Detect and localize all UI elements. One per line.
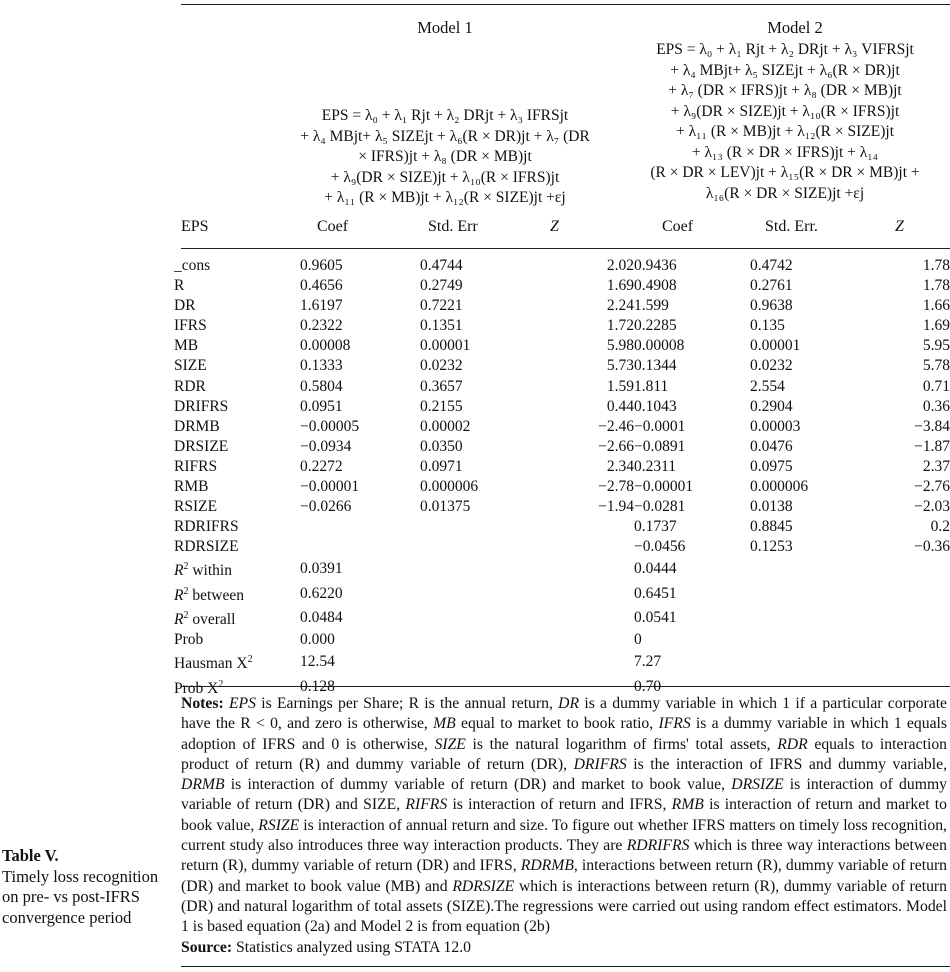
model1-equation-line: + λ₄ MBjt+ λ₅ SIZEjt + λ₆(R × DR)jt + λ₇ (DR [300,127,590,145]
cell-value: 1.59 [606,377,634,395]
cell-value [524,517,634,537]
table-row [174,377,950,397]
table-row [174,437,950,457]
cell-value [420,650,524,674]
cell-value: 0.9605 [300,257,343,274]
cell-value: 0.44 [606,397,634,415]
cell-value: 2.24 [606,297,634,315]
table-row [174,517,950,537]
cell-value: 0.2311 [634,457,677,475]
cell-value: −0.0281 [634,498,686,516]
row-label: RMB [174,478,209,496]
cell-value: 0.2285 [634,317,677,335]
table-row [174,557,950,581]
model2-equation [620,40,950,204]
cell-value: 0.7221 [420,297,463,315]
cell-value: 0.2272 [300,457,343,475]
model1-equation-line: × IFRS)jt + λ₈ (DR × MB)jt [358,148,532,165]
cell-value: 0.5804 [300,377,343,395]
cell-value: 0.4908 [634,277,677,295]
model2-title: Model 2 [767,18,823,37]
cell-value: 0.36 [922,397,950,415]
cell-value: 0.1253 [750,538,793,556]
cell-value [524,650,634,674]
source-label: Source: [181,938,233,956]
table-notes [181,694,947,958]
cell-value: 0.0484 [300,608,343,626]
cell-value: 0.8845 [750,518,793,536]
cell-value [750,606,850,630]
header-m2-stderr: Std. Err. [765,218,818,235]
cell-value: 0.00003 [750,417,801,435]
cell-value: −2.78 [598,478,634,496]
table-row [174,316,950,336]
cell-value: 0.00001 [750,337,801,355]
cell-value: 0.1344 [634,357,677,375]
cell-value: −0.36 [914,538,950,556]
cell-value [850,582,950,606]
cell-value: 2.34 [606,457,634,475]
table-row [174,356,950,376]
cell-value: 2.37 [922,457,950,475]
row-label: RSIZE [174,498,218,516]
table-row [174,276,950,296]
cell-value: 0.0138 [750,498,793,516]
cell-value: 7.27 [634,653,662,671]
cell-value: 0.0391 [300,560,343,578]
cell-value: 0.2749 [420,277,463,295]
cell-value: −0.00001 [634,478,694,496]
cell-value: 0.0541 [634,608,677,626]
cell-value [524,606,634,630]
cell-value: 0.00002 [420,417,471,435]
header-m1-stderr: Std. Err [428,218,478,235]
cell-value: 0.0444 [634,560,677,578]
cell-value: −0.0266 [300,498,352,516]
cell-value: −0.00005 [300,417,360,435]
cell-value: 1.811 [634,377,669,395]
cell-value [750,650,850,674]
row-label: DRIFRS [174,397,229,415]
table-row [174,630,950,650]
row-label: SIZE [174,357,207,375]
row-label: R [174,277,185,295]
header-m1-coef: Coef [317,218,349,235]
header-m2-z: Z [895,218,904,235]
table-row [174,417,950,437]
model1-equation [268,106,622,209]
source-text: Statistics analyzed using STATA 12.0 [236,938,472,956]
row-label: $R^2$ overall [174,609,236,629]
cell-value [524,630,634,650]
cell-value: 0.3657 [420,377,463,395]
table-row [174,582,950,606]
cell-value: −2.76 [914,478,950,496]
cell-value: 1.69 [922,317,950,335]
cell-value: 0.4744 [420,257,463,274]
cell-value [420,606,524,630]
cell-value: 0 [634,631,642,649]
row-label: IFRS [174,317,207,335]
model2-equation-line: + λ₁₁ (R × MB)jt + λ₁₂(R × SIZE)jt [676,123,894,140]
row-label: RIFRS [174,457,218,475]
cell-value [420,582,524,606]
row-label: DR [174,297,196,315]
header-variable: EPS [181,218,209,235]
cell-value: −0.00001 [300,478,360,496]
cell-value: 0.2322 [300,317,343,335]
cell-value: 0.1351 [420,317,463,335]
cell-value: −2.66 [598,437,634,455]
cell-value [420,630,524,650]
cell-value: 0.0232 [420,357,463,375]
cell-value: 0.135 [750,317,785,335]
table-row [174,397,950,417]
table-title: Timely loss recognition on pre- vs post-IFRS convergence period [2,866,159,927]
header-m2-coef: Coef [662,218,694,235]
cell-value: 0.0350 [420,437,463,455]
cell-value [750,582,850,606]
model2-equation-line: + λ₇ (DR × IFRS)jt + λ₈ (DR × MB)jt [668,82,902,99]
table-row [174,650,950,674]
row-label: Prob $X^2$ [174,678,224,697]
cell-value: 0.128 [300,677,335,695]
cell-value: 2.02 [606,257,634,274]
cell-value [750,557,850,581]
cell-value: 0.0232 [750,357,793,375]
cell-value: 0.00001 [420,337,471,355]
cell-value: −0.0934 [300,437,352,455]
cell-value: −1.87 [914,437,950,455]
cell-value [524,582,634,606]
model1-title: Model 1 [417,18,473,37]
cell-value [420,557,524,581]
cell-value: 5.78 [922,357,950,375]
cell-value [524,557,634,581]
model2-equation-line: EPS = λ₀ + λ₁ Rjt + λ₂ DRjt + λ₃ VIFRSjt [656,41,914,58]
cell-value [850,650,950,674]
cell-value: 0.000006 [750,478,809,496]
model2-equation-line: + λ₉(DR × SIZE)jt + λ₁₀(R × IFRS)jt [670,102,900,120]
cell-value: 0.6451 [634,584,677,602]
cell-value: 1.66 [922,297,950,315]
cell-value: 0.2155 [420,397,463,415]
cell-value [300,537,420,557]
row-label: DRSIZE [174,437,229,455]
table-row [174,336,950,356]
cell-value: 0.0971 [420,457,463,475]
cell-value: 5.95 [922,337,950,355]
cell-value: 5.98 [606,337,634,355]
cell-value: −0.0001 [634,417,686,435]
model1-equation-line: EPS = λ₀ + λ₁ Rjt + λ₂ DRjt + λ₃ IFRSjt [321,107,569,124]
row-label: $R^2$ within [174,561,232,580]
table-row [174,606,950,630]
row-label: Prob [174,631,204,649]
cell-value: −2.03 [914,498,950,516]
cell-value: 0.0951 [300,397,343,415]
cell-value: −2.46 [598,417,634,435]
header-rule [181,248,950,249]
notes-bottom-rule [181,966,950,967]
cell-value: 0.4656 [300,277,343,295]
cell-value: 1.78 [922,277,950,295]
cell-value: 0.00008 [300,337,351,355]
model2-equation-line: + λ₁₃ (R × DR × IFRS)jt + λ₁₄ [691,143,879,161]
cell-value: 0.2761 [750,277,793,295]
cell-value: 0.00008 [634,337,685,355]
cell-value: 0.2 [930,518,950,536]
cell-value: 1.78 [922,257,950,274]
cell-value: 0.000 [300,631,335,649]
header-m1-z: Z [550,218,559,235]
row-label: RDRSIZE [174,538,239,556]
cell-value [420,517,524,537]
cell-value [850,630,950,650]
cell-value [850,557,950,581]
regression-table [174,256,950,699]
cell-value [300,517,420,537]
model2-equation-line: (R × DR × LEV)jt + λ₁₅(R × DR × MB)jt + [650,164,920,181]
cell-value: 0.70 [634,677,662,695]
table-row [174,256,950,276]
model2-equation-line: λ₁₆(R × DR × SIZE)jt +εj [705,184,865,202]
cell-value: 1.72 [606,317,634,335]
cell-value: −1.94 [598,498,634,516]
cell-value: 1.599 [634,297,669,315]
row-label: Hausman $X^2$ [174,654,253,673]
table-row [174,537,950,557]
cell-value: 0.0476 [750,437,793,455]
cell-value: 0.1043 [634,397,677,415]
table-row [174,477,950,497]
cell-value: 1.69 [606,277,634,295]
cell-value: 0.1737 [634,518,677,536]
model1-equation-line: + λ₁₁ (R × MB)jt + λ₁₂(R × SIZE)jt +εj [324,189,566,206]
cell-value: 0.9436 [634,257,677,274]
cell-value: −0.0891 [634,437,686,455]
notes-label: Notes: [181,695,224,712]
cell-value: 0.4742 [750,257,793,274]
cell-value: −0.0456 [634,538,686,556]
cell-value: 0.1333 [300,357,343,375]
row-label: DRMB [174,417,220,435]
cell-value [850,606,950,630]
cell-value: 0.0975 [750,457,793,475]
table-row [174,296,950,316]
cell-value: 0.01375 [420,498,471,516]
row-label: MB [174,337,199,355]
cell-value: 1.6197 [300,297,343,315]
row-label: $R^2$ between [174,585,244,604]
table-row [174,497,950,517]
cell-value: 5.73 [606,357,634,375]
cell-value [420,537,524,557]
cell-value: 0.6220 [300,584,343,602]
model1-equation-line: + λ₉(DR × SIZE)jt + λ₁₀(R × IFRS)jt [330,168,560,186]
table-caption [2,846,170,928]
table-number: Table V. [2,846,59,865]
row-label: RDR [174,377,206,395]
cell-value: 12.54 [300,653,335,671]
top-rule [181,4,950,5]
cell-value: 0.71 [922,377,950,395]
model2-equation-line: + λ₄ MBjt+ λ₅ SIZEjt + λ₆(R × DR)jt [670,61,900,79]
cell-value [750,630,850,650]
row-label: RDRIFRS [174,518,239,536]
cell-value [524,537,634,557]
cell-value: −3.84 [914,417,950,435]
cell-value: 2.554 [750,377,785,395]
row-label: _cons [174,257,211,274]
cell-value: 0.2904 [750,397,793,415]
table-row [174,457,950,477]
cell-value: 0.9638 [750,297,793,315]
cell-value: 0.000006 [420,478,479,496]
notes-text: EPS is Earnings per Share; R is the annual return, DR is a dummy variable in which 1 if a particular corporate have the R < 0, and zero is otherwise, MB equal to market to book ratio, IFRS is a dummy variable in which 1 equals adoption of IFRS and 0 is otherwise, SIZE is the natural logarithm of firms' total assets, RDR equals to interaction product of return (R) and dummy variable of return (DR), DRIFRS is the interaction of IFRS and dummy variable, DRMB is interaction of dummy variable of return (DR) and market to book value, DRSIZE is interaction of dummy variable of return (DR) and SIZE, RIFRS is interaction of return and IFRS, RMB is interaction of return and market to book value, RSIZE is interaction of annual return and size. To figure out whether IFRS matters on timely loss recognition, current study also introduces three way interaction products. They are RDRIFRS which is three way interactions between return (R), dummy variable of return (DR) and IFRS, RDRMB, interactions between return (R), dummy variable of return (DR) and market to book value (MB) and RDRSIZE which is interactions between return (R), dummy variable of return (DR) and natural logarithm of total assets (SIZE).The regressions were carried out using random effect estimators. Model 1 is based equation (2a) and Model 2 is from equation (2b) [181,695,948,936]
